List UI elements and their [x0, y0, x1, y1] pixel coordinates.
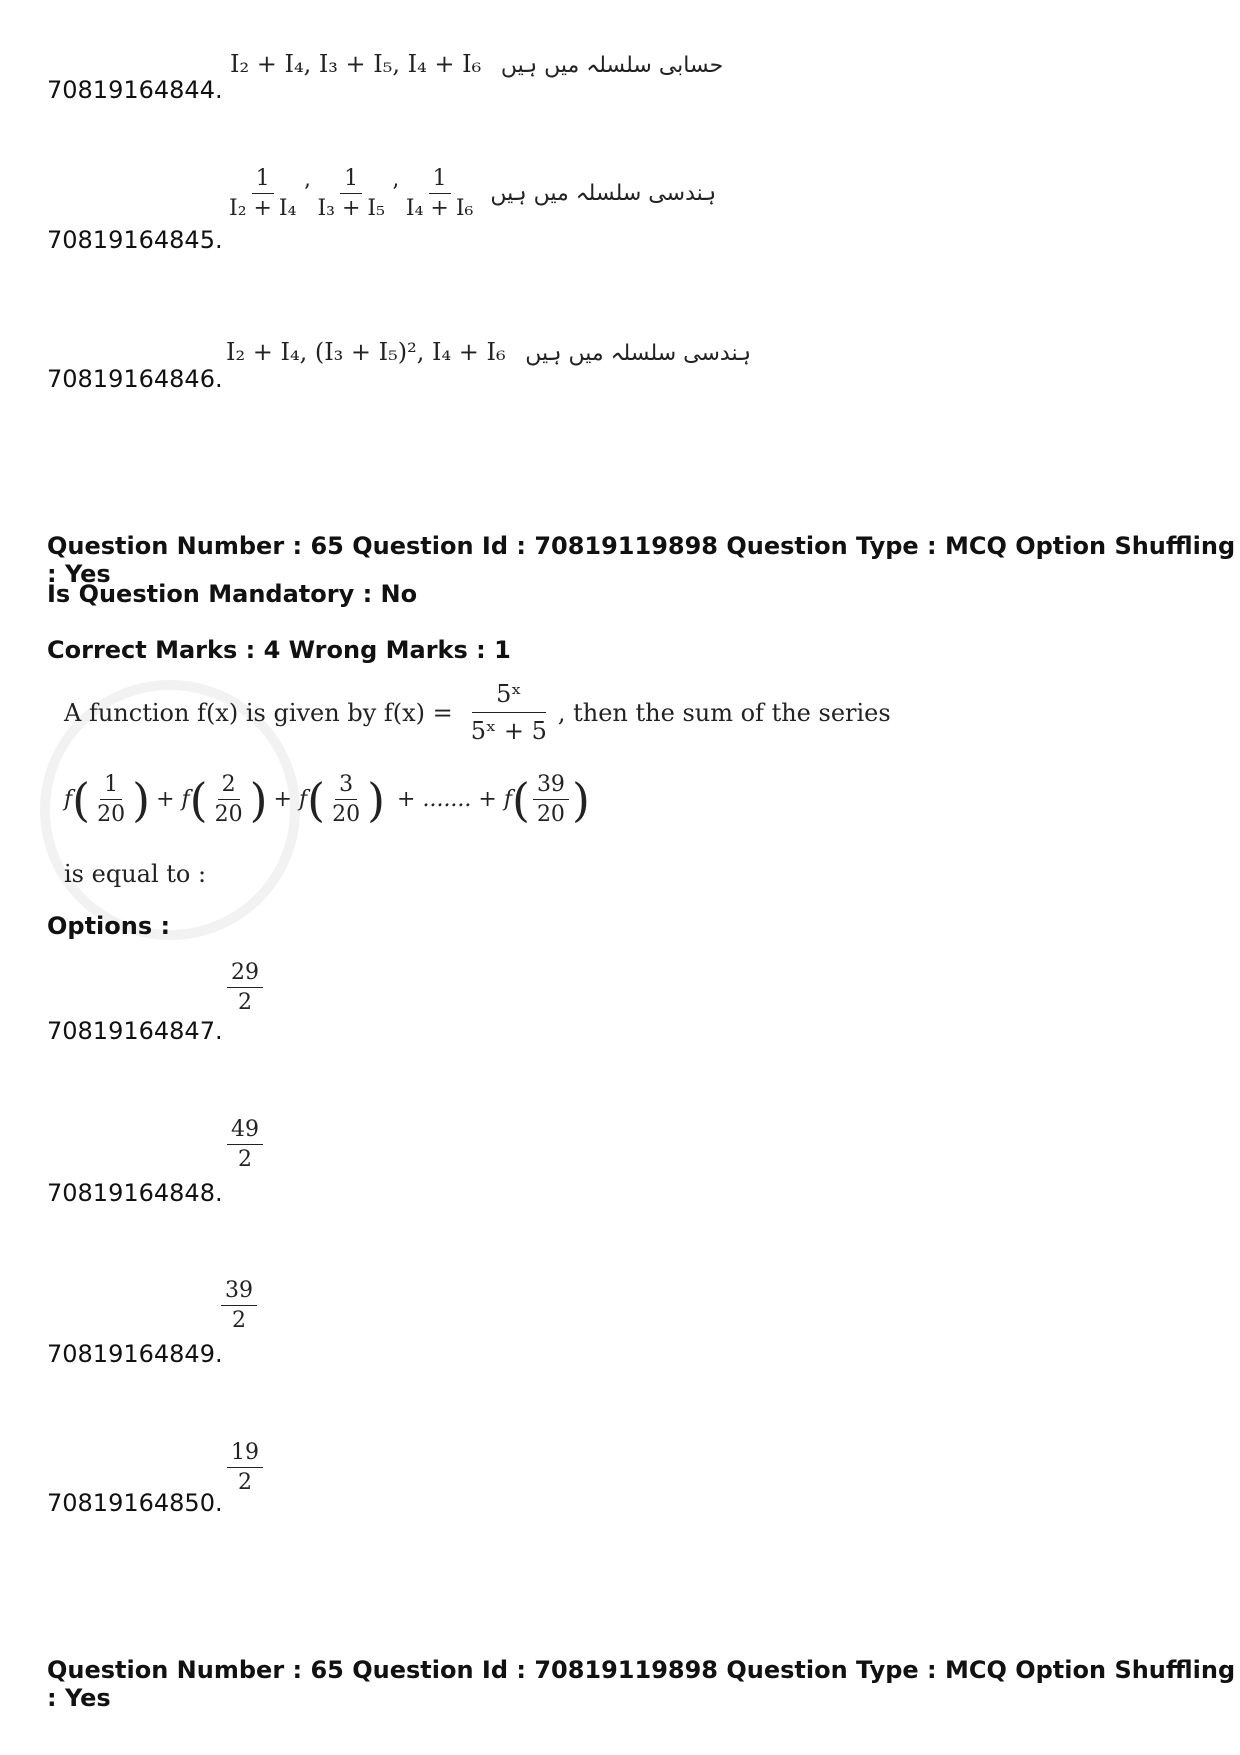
series-term-prefix: f — [64, 787, 73, 812]
fraction-denominator: 20 — [214, 802, 243, 827]
fraction — [402, 166, 477, 221]
fraction-denominator: 2 — [238, 1470, 252, 1495]
series-expression — [64, 772, 590, 827]
next-question-header: Question Number : 65 Question Id : 70819119898 Question Type : MCQ Option Shuffling : Yes — [47, 1656, 1236, 1712]
options-label: Options : — [47, 912, 171, 940]
urdu-text: ہندسی سلسلہ میں ہیں — [490, 181, 717, 206]
option-fraction — [224, 960, 266, 1015]
fraction-numerator: 39 — [533, 772, 569, 800]
fraction-numerator: 39 — [221, 1278, 257, 1306]
function-fraction — [463, 680, 555, 745]
paren: ( — [189, 772, 208, 827]
series-fraction — [93, 772, 129, 827]
fraction-numerator: 1 — [340, 166, 362, 194]
fraction-numerator: 49 — [227, 1117, 263, 1145]
urdu-text: ہندسی سلسلہ میں ہیں — [525, 341, 752, 366]
fraction — [227, 1440, 263, 1495]
series-term-prefix: + f — [156, 787, 190, 812]
fraction-denominator: 20 — [332, 802, 361, 827]
series-fraction — [533, 772, 569, 827]
option-id: 70819164845. — [47, 226, 223, 254]
option-id: 70819164850. — [47, 1489, 223, 1517]
fraction-denominator: 2 — [238, 990, 252, 1015]
paren: ) — [249, 772, 268, 827]
fraction — [227, 1117, 263, 1172]
fraction-denominator: 20 — [97, 802, 126, 827]
urdu-text: حسابی سلسلہ میں ہیں — [500, 53, 724, 78]
paren: ) — [367, 772, 386, 827]
separator: ’ — [391, 181, 399, 206]
series-term-prefix: + ....... + f — [397, 787, 512, 812]
paren: ( — [511, 772, 530, 827]
paren: ) — [571, 772, 590, 827]
question-marks: Correct Marks : 4 Wrong Marks : 1 — [47, 636, 511, 664]
series-fraction — [328, 772, 364, 827]
series-fraction — [211, 772, 247, 827]
fraction-denominator: I₂ + I₄ — [229, 196, 297, 221]
option-fraction — [224, 1440, 266, 1495]
option-id: 70819164844. — [47, 76, 223, 104]
paren: ( — [72, 772, 91, 827]
question-text-line1 — [64, 680, 891, 745]
fraction-numerator: 3 — [335, 772, 357, 800]
fraction — [227, 960, 263, 1015]
fraction-numerator: 1 — [252, 166, 274, 194]
option-id: 70819164848. — [47, 1179, 223, 1207]
option-fraction — [218, 1278, 260, 1333]
series-term-prefix: + f — [273, 787, 308, 812]
question-mandatory: Is Question Mandatory : No — [47, 580, 418, 608]
fraction — [225, 166, 300, 221]
paren: ( — [307, 772, 326, 827]
question-text-line3: is equal to : — [64, 860, 207, 888]
paren: ) — [132, 772, 151, 827]
fraction-denominator: 2 — [232, 1308, 246, 1333]
fraction-denominator: I₄ + I₆ — [405, 196, 474, 221]
option-expression — [230, 50, 723, 78]
expression-text: I₂ + I₄, I₃ + I₅, I₄ + I₆ — [230, 50, 482, 78]
option-id: 70819164846. — [47, 365, 223, 393]
question-text: , then the sum of the series — [557, 698, 891, 727]
question-header: Question Number : 65 Question Id : 70819119898 Question Type : MCQ Option Shuffling : Yes — [47, 532, 1236, 588]
fraction-numerator: 1 — [100, 772, 122, 800]
fraction-denominator: 20 — [536, 802, 565, 827]
fraction — [313, 166, 388, 221]
fraction-numerator: 5ˣ — [472, 680, 545, 713]
fraction — [221, 1278, 257, 1333]
option-id: 70819164847. — [47, 1017, 223, 1045]
fraction-numerator: 1 — [429, 166, 451, 194]
fraction-numerator: 29 — [227, 960, 263, 988]
fraction-denominator: 2 — [238, 1147, 252, 1172]
fraction-numerator: 19 — [227, 1440, 263, 1468]
expression-text: I₂ + I₄, (I₃ + I₅)², I₄ + I₆ — [226, 338, 506, 366]
fraction-denominator: 5ˣ + 5 — [470, 717, 547, 745]
option-expression — [226, 338, 751, 366]
separator: ’ — [303, 181, 311, 206]
option-fraction — [224, 1117, 266, 1172]
option-id: 70819164849. — [47, 1340, 223, 1368]
option-expression — [222, 166, 716, 221]
question-text: A function f(x) is given by f(x) = — [64, 698, 453, 727]
fraction-denominator: I₃ + I₅ — [317, 196, 385, 221]
fraction-numerator: 2 — [218, 772, 240, 800]
